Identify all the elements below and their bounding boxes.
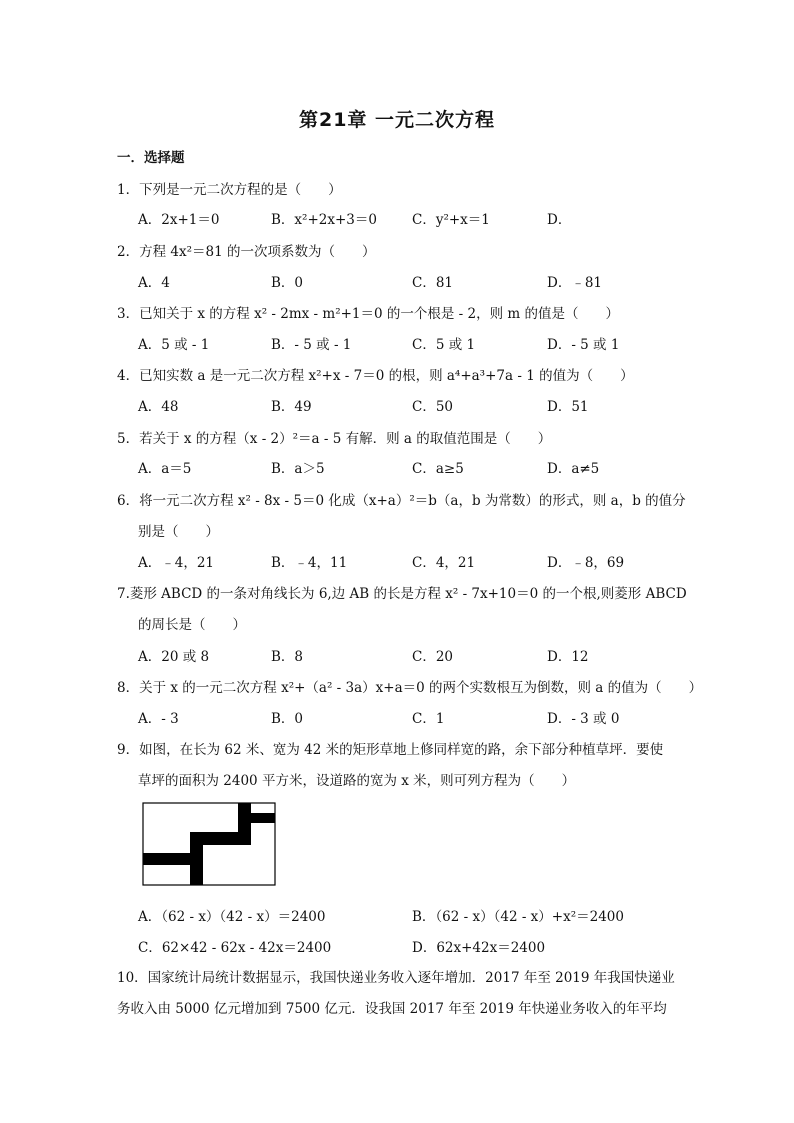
question-4-option-a: A．48 [138,399,179,415]
question-5-option-a: A．a＝5 [138,461,192,477]
question-4-stem: 4．已知实数 a 是一元二次方程 x²+x - 7＝0 的根，则 a⁴+a³+7a - 1 的值为（ ） [117,368,634,384]
road-lawn-figure [142,802,276,886]
question-7-option-c: C．20 [412,649,454,665]
question-3-option-a: A．5 或 - 1 [138,337,210,353]
question-7-stem-continued: 的周长是（ ） [138,617,246,633]
question-1-option-a: A．2x+1＝0 [138,212,220,228]
question-8-option-d: D．- 3 或 0 [547,711,620,727]
question-6-option-d: D．﹣8，69 [547,555,625,571]
question-3-option-b: B．- 5 或 - 1 [271,337,352,353]
question-3-option-d: D．- 5 或 1 [547,337,620,353]
question-9-option-b: B．（62 - x）（42 - x）+x²＝2400 [412,909,624,925]
question-9-stem-continued: 草坪的面积为 2400 平方米，设道路的宽为 x 米，则可列方程为（ ） [138,773,576,789]
question-7-option-a: A．20 或 8 [138,649,210,665]
question-8-option-b: B．0 [271,711,304,727]
question-10-stem-continued: 务收入由 5000 亿元增加到 7500 亿元．设我国 2017 年至 2019 年快递业务收入的年平均 [117,1001,667,1017]
question-9-option-d: D．62x+42x＝2400 [412,940,546,956]
question-1-option-c: C．y²+x＝1 [412,212,490,228]
question-2-option-b: B．0 [271,275,304,291]
question-9-stem: 9．如图，在长为 62 米、宽为 42 米的矩形草地上修同样宽的路，余下部分种植草坪．要使 [117,742,664,758]
question-9-option-a: A．（62 - x）（42 - x）＝2400 [138,909,326,925]
question-2-stem: 2．方程 4x²＝81 的一次项系数为（ ） [117,244,376,260]
question-5-option-d: D．a≠5 [547,461,600,477]
question-6-stem-continued: 别是（ ） [138,524,219,540]
question-5-option-c: C．a≥5 [412,461,464,477]
section-heading: 一．选择题 [117,150,185,166]
question-4-option-b: B．49 [271,399,312,415]
question-8-option-c: C．1 [412,711,445,727]
question-6-option-a: A．﹣4，21 [138,555,215,571]
question-10-stem: 10．国家统计局统计数据显示，我国快递业务收入逐年增加．2017 年至 2019 年我国快递业 [117,970,675,986]
question-1-stem: 1．下列是一元二次方程的是（ ） [117,182,342,198]
question-6-stem: 6．将一元二次方程 x² - 8x - 5＝0 化成（x+a）²＝b（a，b 为常数）的形式，则 a，b 的值分 [117,493,686,509]
question-6-option-b: B．﹣4，11 [271,555,348,571]
question-1-option-d: D． [547,212,572,228]
question-1-option-b: B．x²+2x+3＝0 [271,212,377,228]
question-3-option-c: C．5 或 1 [412,337,476,353]
question-5-stem: 5．若关于 x 的方程（x - 2）²＝a - 5 有解．则 a 的取值范围是（ ） [117,431,552,447]
question-8-stem: 8．关于 x 的一元二次方程 x²+（a² - 3a）x+a＝0 的两个实数根互为倒数，则 a 的值为（ ） [117,680,703,696]
question-5-option-b: B．a＞5 [271,461,325,477]
question-2-option-d: D．﹣81 [547,275,603,291]
page-title: 第21章 一元二次方程 [298,109,496,131]
question-8-option-a: A．- 3 [138,711,179,727]
question-6-option-c: C．4，21 [412,555,476,571]
question-2-option-c: C．81 [412,275,454,291]
question-9-option-c: C．62×42 - 62x - 42x＝2400 [138,940,332,956]
question-2-option-a: A．4 [138,275,170,291]
question-4-option-c: C．50 [412,399,454,415]
question-7-stem: 7.菱形 ABCD 的一条对角线长为 6,边 AB 的长是方程 x² - 7x+10＝0 的一个根,则菱形 ABCD [117,586,687,602]
question-7-option-d: D．12 [547,649,589,665]
question-3-stem: 3．已知关于 x 的方程 x² - 2mx - m²+1＝0 的一个根是 - 2，则 m 的值是（ ） [117,306,620,322]
question-4-option-d: D．51 [547,399,589,415]
question-7-option-b: B．8 [271,649,304,665]
